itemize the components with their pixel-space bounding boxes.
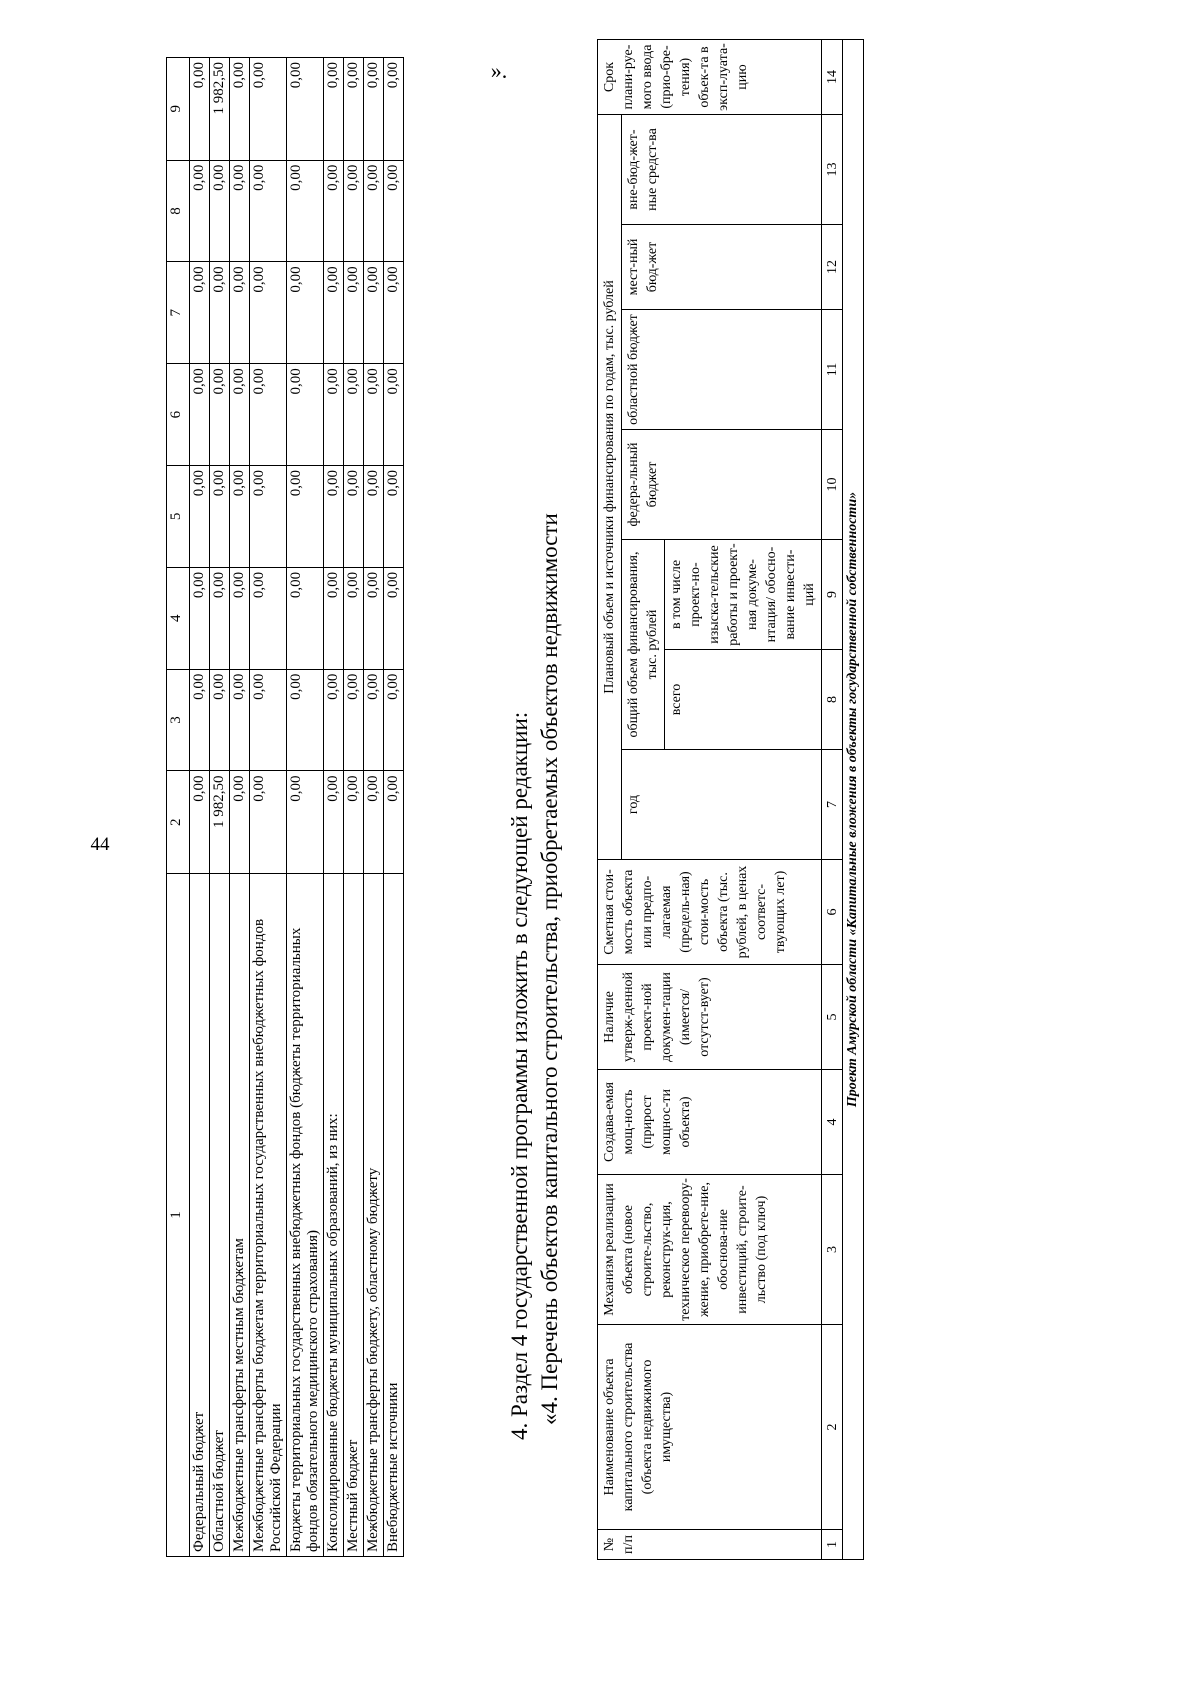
cell-value: 0,00 xyxy=(250,364,287,466)
table-row xyxy=(230,58,250,1557)
col-header-federal-budget: федера-льный бюджет xyxy=(622,430,822,540)
cell-value: 0,00 xyxy=(287,771,324,874)
table-row xyxy=(324,58,344,1557)
cell-value: 0,00 xyxy=(230,160,250,262)
column-number: 8 xyxy=(822,650,843,750)
column-number: 14 xyxy=(822,40,843,115)
cell-value: 0,00 xyxy=(344,262,364,364)
cell-value: 0,00 xyxy=(287,567,324,669)
column-number: 6 xyxy=(822,860,843,965)
table-header-row xyxy=(167,58,190,1557)
row-label: Межбюджетные трансферты бюджетам территориальных государственных внебюджетных фондов Российской Федерации xyxy=(250,873,287,1556)
cell-value: 0,00 xyxy=(250,466,287,568)
cell-value: 0,00 xyxy=(190,262,210,364)
section-heading: 4. Раздел 4 государственной программы изложить в следующей редакции: xyxy=(507,711,532,1440)
cell-value: 0,00 xyxy=(344,771,364,874)
cell-value: 0,00 xyxy=(250,58,287,161)
cell-value: 0,00 xyxy=(230,364,250,466)
cell-value: 0,00 xyxy=(230,669,250,771)
column-number-row xyxy=(822,40,843,1560)
column-header: 9 xyxy=(167,58,190,161)
column-header: 1 xyxy=(167,873,190,1556)
cell-value: 0,00 xyxy=(230,262,250,364)
cell-value: 0,00 xyxy=(250,567,287,669)
column-number: 13 xyxy=(822,115,843,225)
column-number: 12 xyxy=(822,225,843,310)
cell-value: 0,00 xyxy=(364,669,384,771)
cell-value: 0,00 xyxy=(210,364,230,466)
cell-value: 0,00 xyxy=(364,771,384,874)
cell-value: 0,00 xyxy=(250,669,287,771)
cell-value: 0,00 xyxy=(287,58,324,161)
column-number: 7 xyxy=(822,750,843,860)
table-header-row xyxy=(598,40,622,1560)
col-header-year: год xyxy=(622,750,822,860)
row-label: Бюджеты территориальных государственных внебюджетных фондов (бюджеты территориальных фондов обязательного медицинского страхования) xyxy=(287,873,324,1556)
cell-value: 0,00 xyxy=(287,364,324,466)
cell-value: 0,00 xyxy=(324,669,344,771)
cell-value: 0,00 xyxy=(190,160,210,262)
cell-value: 0,00 xyxy=(384,567,404,669)
cell-value: 0,00 xyxy=(344,466,364,568)
cell-value: 0,00 xyxy=(344,58,364,161)
row-label: Федеральный бюджет xyxy=(190,873,210,1556)
cell-value: 0,00 xyxy=(190,58,210,161)
col-header-total-financing: общий объем финансирования, тыс. рублей xyxy=(622,540,665,750)
row-label: Консолидированные бюджеты муниципальных образований, из них: xyxy=(324,873,344,1556)
cell-value: 0,00 xyxy=(230,771,250,874)
cell-value: 0,00 xyxy=(324,160,344,262)
column-header: 6 xyxy=(167,364,190,466)
column-number: 4 xyxy=(822,1070,843,1175)
cell-value: 0,00 xyxy=(190,567,210,669)
column-number: 2 xyxy=(822,1325,843,1530)
col-header-capacity: Создава-емая мощ-ность (прирост мощнос-ти объекта) xyxy=(598,1070,822,1175)
row-label: Областной бюджет xyxy=(210,873,230,1556)
cell-value: 0,00 xyxy=(287,262,324,364)
closing-quote-mark: ». xyxy=(490,58,508,83)
cell-value: 0,00 xyxy=(324,771,344,874)
section-heading-block xyxy=(505,90,595,1610)
cell-value: 0,00 xyxy=(324,567,344,669)
col-header-number: № п/п xyxy=(598,1530,822,1560)
list-title: «4. Перечень объектов капитального строительства, приобретаемых объектов недвижимости xyxy=(537,513,562,1425)
cell-value: 0,00 xyxy=(364,58,384,161)
cell-value: 0,00 xyxy=(364,364,384,466)
cell-value: 0,00 xyxy=(324,364,344,466)
column-number: 10 xyxy=(822,430,843,540)
column-header: 4 xyxy=(167,567,190,669)
cell-value: 0,00 xyxy=(210,160,230,262)
cell-value: 0,00 xyxy=(384,262,404,364)
table-row xyxy=(190,58,210,1557)
column-number: 9 xyxy=(822,540,843,650)
capital-objects-table xyxy=(597,39,864,1560)
col-header-local-budget: мест-ный бюд-жет xyxy=(622,225,822,310)
cell-value: 0,00 xyxy=(190,771,210,874)
column-header: 7 xyxy=(167,262,190,364)
cell-value: 0,00 xyxy=(384,669,404,771)
project-subtitle: Проект Амурской области «Капитальные вложения в объекты государственной собственности» xyxy=(843,40,864,1560)
column-number: 5 xyxy=(822,965,843,1070)
table-row xyxy=(210,58,230,1557)
cell-value: 0,00 xyxy=(384,364,404,466)
col-header-regional-budget: областной бюджет xyxy=(622,310,822,430)
cell-value: 0,00 xyxy=(210,262,230,364)
cell-value: 0,00 xyxy=(230,567,250,669)
cell-value: 0,00 xyxy=(210,567,230,669)
cell-value: 0,00 xyxy=(364,466,384,568)
table-row xyxy=(344,58,364,1557)
col-header-commissioning-term: Срок плани-руе-мого ввода (прио-бре-тения) объек-та в эксп-луата-цию xyxy=(598,40,822,115)
page-number: 44 xyxy=(90,834,110,855)
cell-value: 0,00 xyxy=(287,669,324,771)
col-header-total: всего xyxy=(665,650,822,750)
cell-value: 0,00 xyxy=(344,364,364,466)
column-header: 2 xyxy=(167,771,190,874)
col-header-project-docs: Наличие утверж-денной проект-ной докумен-тации (имеется/ отсутст-вует) xyxy=(598,965,822,1070)
capital-objects-table-wrapper xyxy=(597,43,1047,1560)
table-row xyxy=(250,58,287,1557)
column-number: 3 xyxy=(822,1175,843,1325)
cell-value: 0,00 xyxy=(250,262,287,364)
col-header-extrabudgetary: вне-бюд-жет-ные средст-ва xyxy=(622,115,822,225)
cell-value: 0,00 xyxy=(250,771,287,874)
col-header-object-name: Наименование объекта капитального строительства (объекта недвижимого имущества) xyxy=(598,1325,822,1530)
cell-value: 0,00 xyxy=(324,58,344,161)
row-label: Межбюджетные трансферты бюджету, областному бюджету xyxy=(364,873,384,1556)
cell-value: 0,00 xyxy=(250,160,287,262)
col-header-estimated-cost: Сметная стои-мость объекта или предпо-лагаемая (предель-ная) стои-мость объекта (тыс. рублей, в ценах соответс-твующих лет) xyxy=(598,860,822,965)
cell-value: 0,00 xyxy=(344,160,364,262)
column-header: 5 xyxy=(167,466,190,568)
cell-value: 0,00 xyxy=(190,364,210,466)
funding-sources-table xyxy=(166,57,404,1557)
column-header: 3 xyxy=(167,669,190,771)
table-row xyxy=(384,58,404,1557)
cell-value: 0,00 xyxy=(364,160,384,262)
table-row xyxy=(364,58,384,1557)
cell-value: 0,00 xyxy=(364,262,384,364)
cell-value: 0,00 xyxy=(287,160,324,262)
col-header-mechanism: Механизм реализации объекта (новое строите-льство, реконструк-ция, техническое перевоору-жение, приобрете-ние, обоснова-ние инвестиций, строите-льство (под ключ) xyxy=(598,1175,822,1325)
cell-value: 1 982,50 xyxy=(210,771,230,874)
cell-value: 0,00 xyxy=(210,466,230,568)
cell-value: 0,00 xyxy=(287,466,324,568)
cell-value: 0,00 xyxy=(384,58,404,161)
cell-value: 0,00 xyxy=(384,771,404,874)
col-header-financing-group: Плановый объем и источники финансирования по годам, тыс. рублей xyxy=(598,115,622,860)
cell-value: 0,00 xyxy=(324,466,344,568)
table-row xyxy=(287,58,324,1557)
col-header-including-design: в том числе проект-но-изыска-тельские работы и проект-ная докуме-нтация/ обосно-вание инвести-ций xyxy=(665,540,822,650)
cell-value: 0,00 xyxy=(230,58,250,161)
row-label: Местный бюджет xyxy=(344,873,364,1556)
cell-value: 0,00 xyxy=(324,262,344,364)
cell-value: 0,00 xyxy=(344,567,364,669)
cell-value: 0,00 xyxy=(230,466,250,568)
cell-value: 0,00 xyxy=(190,669,210,771)
cell-value: 0,00 xyxy=(190,466,210,568)
column-number: 11 xyxy=(822,310,843,430)
row-label: Внебюджетные источники xyxy=(384,873,404,1556)
table-section-row xyxy=(843,40,864,1560)
cell-value: 1 982,50 xyxy=(210,58,230,161)
funding-sources-table-wrapper xyxy=(166,57,466,1557)
column-number: 1 xyxy=(822,1530,843,1560)
cell-value: 0,00 xyxy=(384,160,404,262)
column-header: 8 xyxy=(167,160,190,262)
row-label: Межбюджетные трансферты местным бюджетам xyxy=(230,873,250,1556)
cell-value: 0,00 xyxy=(384,466,404,568)
cell-value: 0,00 xyxy=(210,669,230,771)
cell-value: 0,00 xyxy=(364,567,384,669)
cell-value: 0,00 xyxy=(344,669,364,771)
